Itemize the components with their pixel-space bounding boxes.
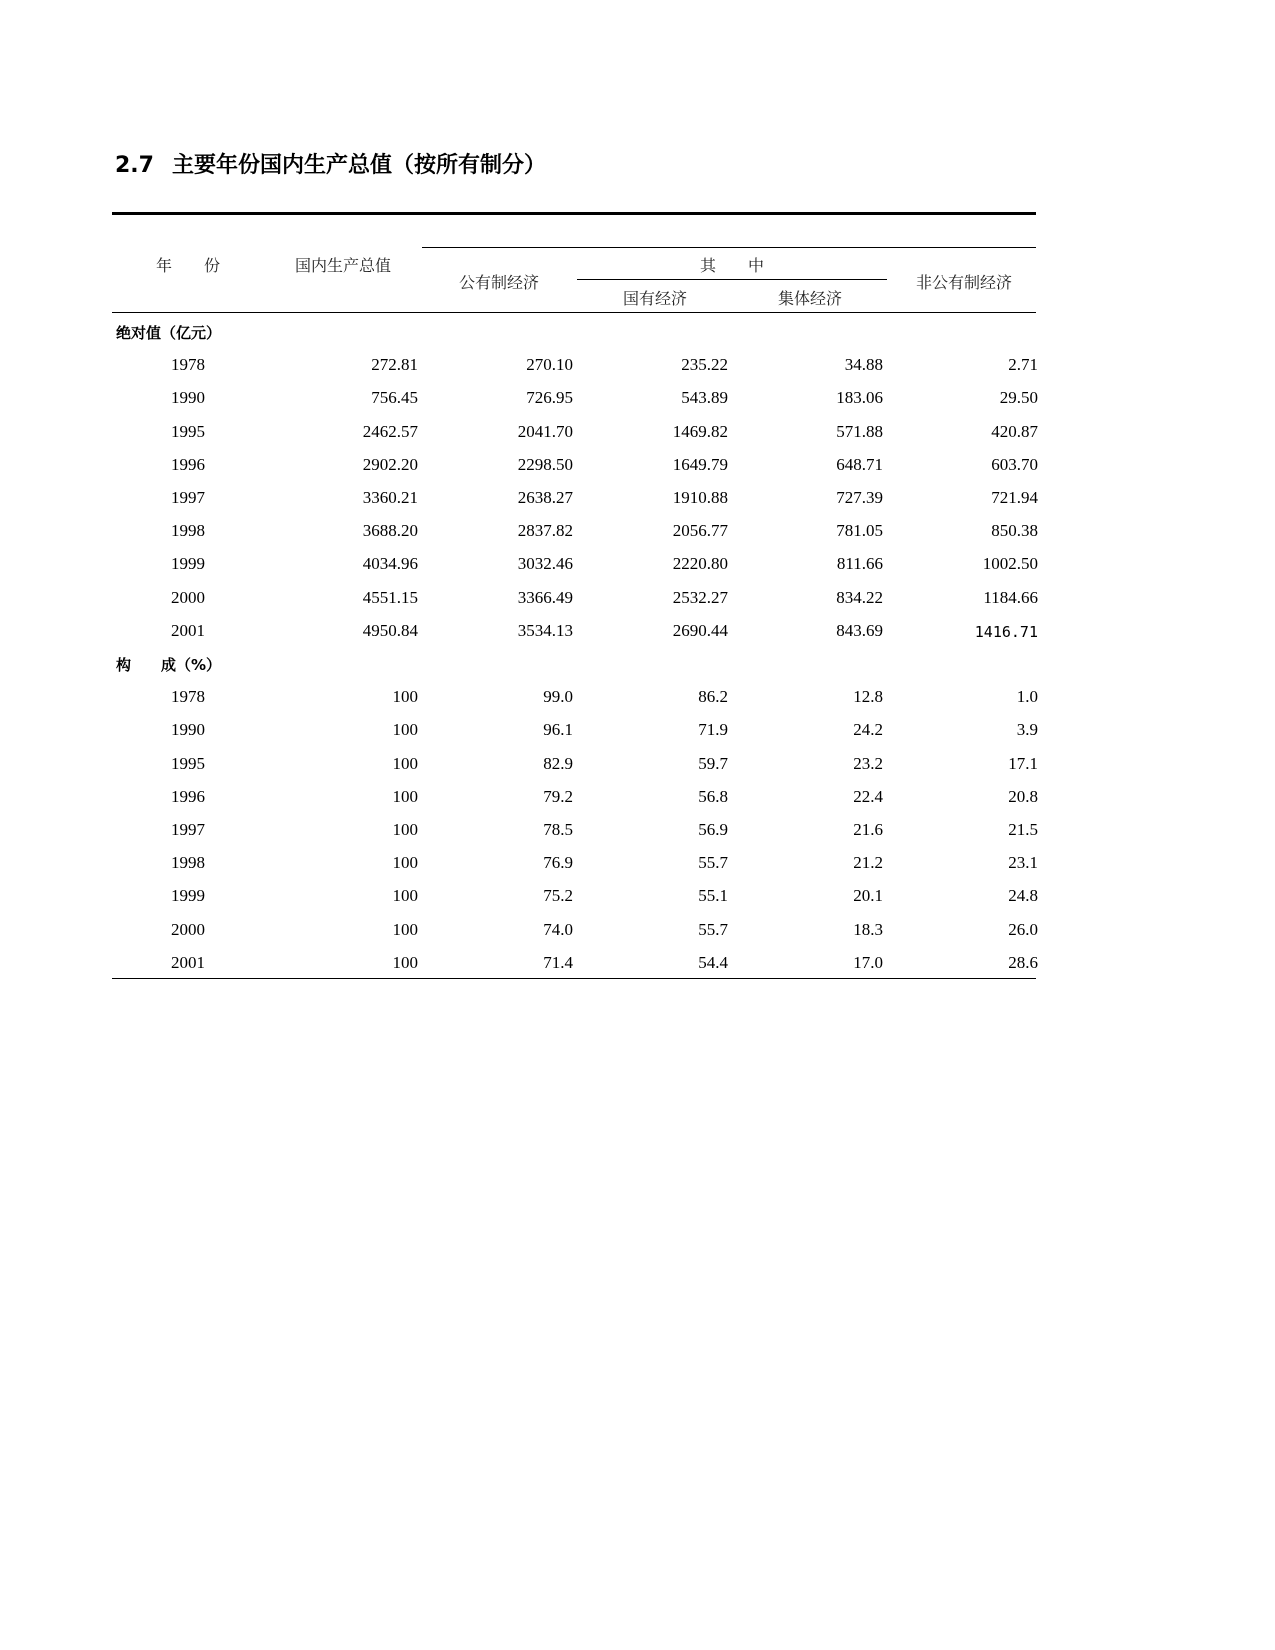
cell-year: 1999 xyxy=(171,886,205,906)
cell-collective: 21.6 xyxy=(853,820,883,839)
cell-year: 1990 xyxy=(171,388,205,408)
cell-year: 2000 xyxy=(171,919,205,939)
header-of-which: 其 中 xyxy=(700,258,765,275)
cell-gdp: 100 xyxy=(392,753,418,773)
cell-year: 2001 xyxy=(171,952,205,972)
cell-gdp: 100 xyxy=(392,720,418,740)
cell-public: 78.5 xyxy=(543,820,573,839)
header-span-rule xyxy=(422,247,1036,248)
table-top-rule xyxy=(112,212,1036,215)
cell-non-public: 603.70 xyxy=(991,454,1038,474)
cell-state: 55.7 xyxy=(698,853,728,873)
cell-public: 99.0 xyxy=(543,687,573,707)
cell-public: 76.9 xyxy=(543,853,573,873)
cell-public: 270.10 xyxy=(526,355,573,375)
cell-non-public: 850.38 xyxy=(991,521,1038,541)
cell-state: 543.89 xyxy=(681,388,728,408)
section-label: 构 成（%） xyxy=(116,656,222,674)
of-which-rule xyxy=(577,279,887,280)
cell-state: 86.2 xyxy=(698,687,728,707)
cell-year: 1997 xyxy=(171,820,205,839)
cell-non-public: 3.9 xyxy=(1016,720,1038,740)
cell-public: 3032.46 xyxy=(517,554,573,574)
table-row xyxy=(0,820,1275,853)
cell-year: 2001 xyxy=(171,620,205,640)
cell-collective: 18.3 xyxy=(853,919,883,939)
table-row xyxy=(0,687,1275,720)
cell-state: 55.1 xyxy=(698,886,728,906)
cell-state: 71.9 xyxy=(698,720,728,740)
cell-gdp: 4551.15 xyxy=(362,587,418,607)
cell-gdp: 100 xyxy=(392,919,418,939)
cell-collective: 183.06 xyxy=(836,388,883,408)
cell-state: 1910.88 xyxy=(672,488,728,507)
cell-non-public: 1416.71 xyxy=(974,622,1038,641)
cell-year: 1998 xyxy=(171,521,205,541)
cell-public: 79.2 xyxy=(543,786,573,806)
cell-gdp: 4034.96 xyxy=(362,554,418,574)
cell-gdp: 100 xyxy=(392,853,418,873)
cell-public: 82.9 xyxy=(543,753,573,773)
header-state: 国有经济 xyxy=(623,291,688,308)
cell-state: 2056.77 xyxy=(672,521,728,541)
cell-collective: 23.2 xyxy=(853,753,883,773)
header-non-public: 非公有制经济 xyxy=(916,275,1013,292)
section-label: 绝对值（亿元） xyxy=(116,324,222,342)
page-title xyxy=(115,148,546,179)
table-row xyxy=(0,521,1275,554)
cell-year: 1996 xyxy=(171,786,205,806)
cell-collective: 17.0 xyxy=(853,952,883,972)
table-row xyxy=(0,853,1275,886)
table-row xyxy=(0,588,1275,621)
cell-gdp: 100 xyxy=(392,687,418,707)
cell-year: 1997 xyxy=(171,488,205,507)
table-row xyxy=(0,355,1275,388)
cell-public: 3366.49 xyxy=(517,587,573,607)
cell-non-public: 20.8 xyxy=(1008,786,1038,806)
cell-non-public: 21.5 xyxy=(1008,820,1038,839)
header-gdp: 国内生产总值 xyxy=(295,258,392,275)
header-bottom-rule xyxy=(112,312,1036,313)
cell-gdp: 4950.84 xyxy=(362,620,418,640)
cell-gdp: 2902.20 xyxy=(362,454,418,474)
cell-collective: 781.05 xyxy=(836,521,883,541)
cell-year: 1978 xyxy=(171,687,205,707)
table-row xyxy=(0,920,1275,953)
cell-non-public: 1002.50 xyxy=(982,554,1038,574)
cell-collective: 34.88 xyxy=(844,355,883,375)
cell-gdp: 2462.57 xyxy=(362,421,418,441)
cell-collective: 727.39 xyxy=(836,488,883,507)
cell-public: 74.0 xyxy=(543,919,573,939)
cell-collective: 21.2 xyxy=(853,853,883,873)
cell-public: 2837.82 xyxy=(517,521,573,541)
cell-state: 1649.79 xyxy=(672,454,728,474)
cell-gdp: 756.45 xyxy=(371,388,418,408)
cell-state: 56.9 xyxy=(698,820,728,839)
cell-collective: 22.4 xyxy=(853,786,883,806)
cell-non-public: 1184.66 xyxy=(983,587,1038,607)
cell-state: 2220.80 xyxy=(672,554,728,574)
cell-non-public: 17.1 xyxy=(1008,753,1038,773)
cell-collective: 12.8 xyxy=(853,687,883,707)
cell-state: 235.22 xyxy=(681,355,728,375)
table-title-text: 主要年份国内生产总值（按所有制分） xyxy=(171,153,546,178)
cell-state: 59.7 xyxy=(698,753,728,773)
header-public: 公有制经济 xyxy=(459,275,540,292)
cell-gdp: 3360.21 xyxy=(362,488,418,507)
cell-collective: 811.66 xyxy=(836,554,883,574)
cell-public: 75.2 xyxy=(543,886,573,906)
cell-non-public: 29.50 xyxy=(999,388,1038,408)
table-row xyxy=(0,621,1275,654)
cell-public: 2298.50 xyxy=(517,454,573,474)
cell-public: 96.1 xyxy=(543,720,573,740)
table-row xyxy=(0,720,1275,753)
table-row xyxy=(0,388,1275,421)
cell-state: 54.4 xyxy=(698,952,728,972)
cell-gdp: 3688.20 xyxy=(362,521,418,541)
table-row xyxy=(0,953,1275,986)
cell-year: 2000 xyxy=(171,587,205,607)
cell-collective: 24.2 xyxy=(853,720,883,740)
table-row xyxy=(0,488,1275,521)
cell-public: 2041.70 xyxy=(517,421,573,441)
cell-gdp: 100 xyxy=(392,952,418,972)
cell-non-public: 28.6 xyxy=(1008,952,1038,972)
cell-public: 3534.13 xyxy=(517,620,573,640)
header-collective: 集体经济 xyxy=(778,291,843,308)
cell-non-public: 26.0 xyxy=(1008,919,1038,939)
header-year: 年 份 xyxy=(156,258,221,275)
cell-year: 1995 xyxy=(171,421,205,441)
table-row xyxy=(0,422,1275,455)
cell-collective: 648.71 xyxy=(836,454,883,474)
cell-gdp: 272.81 xyxy=(371,355,418,375)
cell-non-public: 24.8 xyxy=(1008,886,1038,906)
cell-gdp: 100 xyxy=(392,820,418,839)
cell-state: 2690.44 xyxy=(672,620,728,640)
cell-public: 726.95 xyxy=(526,388,573,408)
cell-non-public: 2.71 xyxy=(1008,355,1038,375)
cell-year: 1995 xyxy=(171,753,205,773)
cell-year: 1978 xyxy=(171,355,205,375)
table-number: 2.7 xyxy=(115,153,154,178)
cell-collective: 834.22 xyxy=(836,587,883,607)
cell-year: 1999 xyxy=(171,554,205,574)
cell-public: 2638.27 xyxy=(517,488,573,507)
table-row xyxy=(0,754,1275,787)
cell-state: 55.7 xyxy=(698,919,728,939)
cell-year: 1990 xyxy=(171,720,205,740)
cell-public: 71.4 xyxy=(543,952,573,972)
cell-state: 2532.27 xyxy=(672,587,728,607)
table-row xyxy=(0,886,1275,919)
cell-collective: 571.88 xyxy=(836,421,883,441)
table-row xyxy=(0,554,1275,587)
table-row xyxy=(0,787,1275,820)
cell-non-public: 420.87 xyxy=(991,421,1038,441)
cell-gdp: 100 xyxy=(392,886,418,906)
cell-collective: 843.69 xyxy=(836,620,883,640)
cell-non-public: 1.0 xyxy=(1016,687,1038,707)
cell-gdp: 100 xyxy=(392,786,418,806)
cell-state: 56.8 xyxy=(698,786,728,806)
cell-state: 1469.82 xyxy=(672,421,728,441)
cell-year: 1998 xyxy=(171,853,205,873)
cell-non-public: 23.1 xyxy=(1008,853,1038,873)
cell-year: 1996 xyxy=(171,454,205,474)
cell-non-public: 721.94 xyxy=(991,488,1038,507)
cell-collective: 20.1 xyxy=(853,886,883,906)
table-row xyxy=(0,455,1275,488)
